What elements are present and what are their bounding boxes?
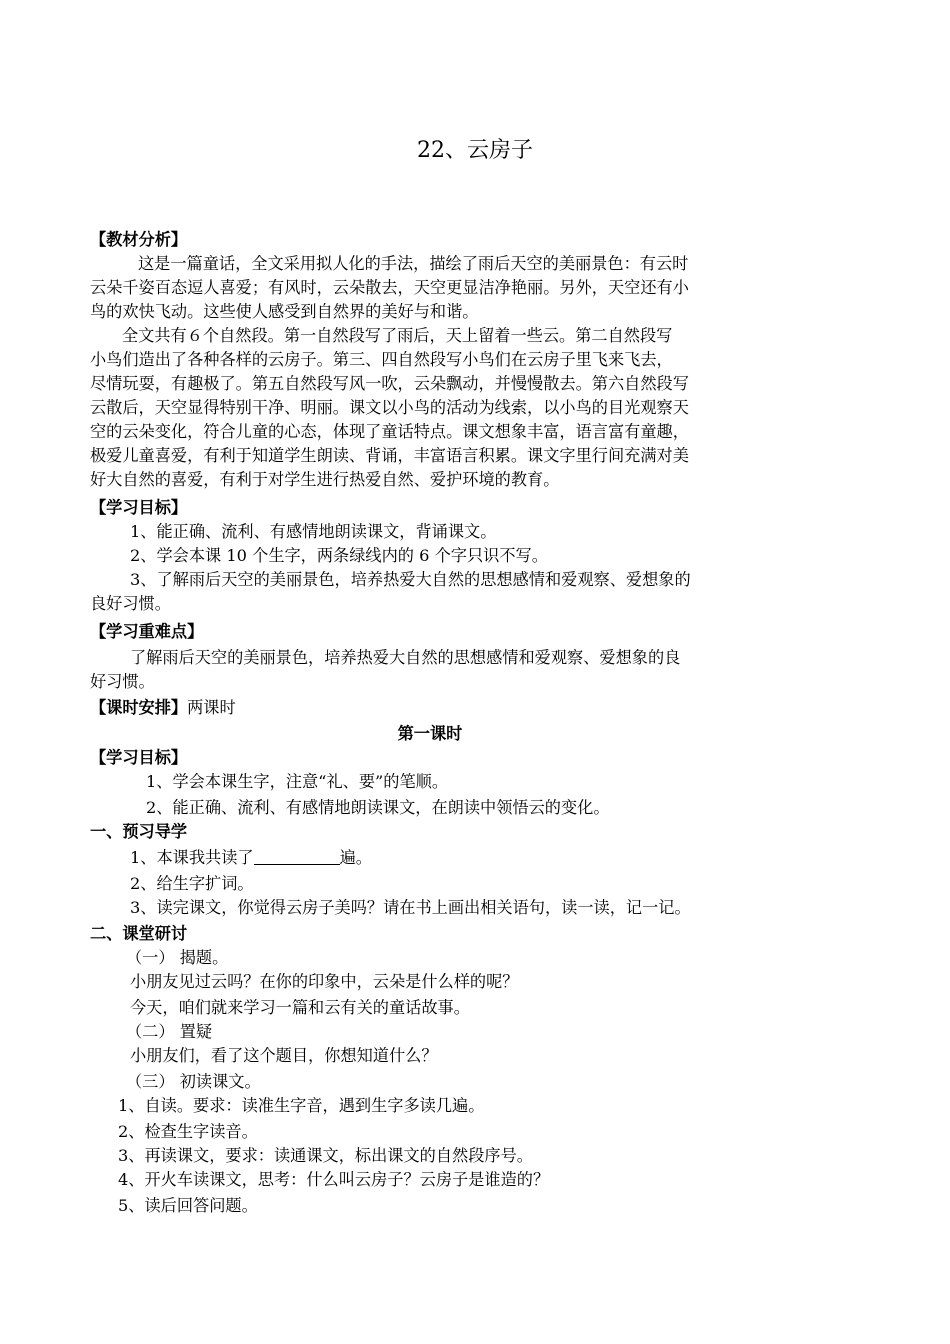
paragraph-line: 云朵千姿百态逗人喜爱；有风时，云朵散去，天空更显洁净艳丽。另外，天空还有小: [90, 278, 689, 297]
class-item: （三） 初读课文。: [126, 1072, 261, 1091]
key-point-line: 好习惯。: [90, 672, 155, 691]
analysis-heading: 【教材分析】: [90, 230, 188, 249]
lesson-goal-item: 1、学会本课生字，注意“礼、要”的笔顺。: [146, 772, 449, 791]
key-point-line: 了解雨后天空的美丽景色，培养热爱大自然的思想感情和爱观察、爱想象的良: [130, 648, 681, 667]
class-item: 今天，咱们就来学习一篇和云有关的童话故事。: [130, 998, 470, 1017]
paragraph-line: 极爱儿童喜爱，有利于知道学生朗读、背诵，丰富语言积累。课文字里行间充满对美: [90, 446, 689, 465]
preview-item-text: 1、本课我共读了: [130, 848, 254, 867]
fill-in-blank[interactable]: [254, 848, 340, 865]
paragraph-line: 这是一篇童话，全文采用拟人化的手法，描绘了雨后天空的美丽景色：有云时: [138, 254, 689, 273]
schedule-value: 两课时: [187, 698, 236, 717]
class-item: 小朋友见过云吗？在你的印象中，云朵是什么样的呢？: [130, 972, 519, 991]
preview-item: [130, 846, 372, 870]
class-heading: 二、课堂研讨: [90, 924, 188, 943]
goal-item: 2、学会本课 10 个生字，两条绿线内的 6 个字只识不写。: [130, 546, 548, 565]
preview-item: 2、给生字扩词。: [130, 874, 254, 893]
lesson-one-heading: 第一课时: [397, 724, 463, 743]
schedule-line: [90, 696, 236, 720]
paragraph-line: 云散后，天空显得特别干净、明丽。课文以小鸟的活动为线索，以小鸟的目光观察天: [90, 398, 689, 417]
preview-item-text: 遍。: [339, 848, 372, 867]
class-item: 5、读后回答问题。: [118, 1196, 258, 1215]
class-item: 3、再读课文，要求：读通课文，标出课文的自然段序号。: [118, 1146, 533, 1165]
paragraph-line: 尽情玩耍，有趣极了。第五自然段写风一吹，云朵飘动，并慢慢散去。第六自然段写: [90, 374, 689, 393]
lesson-goals-heading: 【学习目标】: [90, 748, 188, 767]
schedule-heading: 【课时安排】: [90, 698, 188, 717]
preview-item: 3、读完课文，你觉得云房子美吗？请在书上画出相关语句，读一读，记一记。: [130, 898, 691, 917]
preview-heading: 一、预习导学: [90, 822, 188, 841]
goal-item: 良好习惯。: [90, 594, 171, 613]
class-item: （二） 置疑: [126, 1022, 213, 1041]
goal-item: 3、了解雨后天空的美丽景色，培养热爱大自然的思想感情和爱观察、爱想象的: [130, 570, 691, 589]
goals-heading: 【学习目标】: [90, 498, 188, 517]
lesson-goal-item: 2、能正确、流利、有感情地朗读课文，在朗读中领悟云的变化。: [146, 798, 610, 817]
paragraph-line: 小鸟们造出了各种各样的云房子。第三、四自然段写小鸟们在云房子里飞来飞去，: [90, 350, 673, 369]
goal-item: 1、能正确、流利、有感情地朗读课文，背诵课文。: [130, 522, 497, 541]
class-item: （一） 揭题。: [126, 948, 229, 967]
class-item: 1、自读。要求：读准生字音，遇到生字多读几遍。: [118, 1096, 485, 1115]
paragraph-line: 全文共有６个自然段。第一自然段写了雨后，天上留着一些云。第二自然段写: [122, 326, 673, 345]
key-points-heading: 【学习重难点】: [90, 622, 204, 641]
paragraph-line: 鸟的欢快飞动。这些使人感受到自然界的美好与和谐。: [90, 302, 479, 321]
class-item: 4、开火车读课文，思考：什么叫云房子？云房子是谁造的？: [118, 1170, 550, 1189]
class-item: 2、检查生字读音。: [118, 1122, 258, 1141]
class-item: 小朋友们，看了这个题目，你想知道什么？: [130, 1046, 438, 1065]
paragraph-line: 好大自然的喜爱，有利于对学生进行热爱自然、爱护环境的教育。: [90, 470, 560, 489]
document-title: 22、云房子: [417, 138, 533, 163]
paragraph-line: 空的云朵变化，符合儿童的心态，体现了童话特点。课文想象丰富，语言富有童趣，: [90, 422, 689, 441]
